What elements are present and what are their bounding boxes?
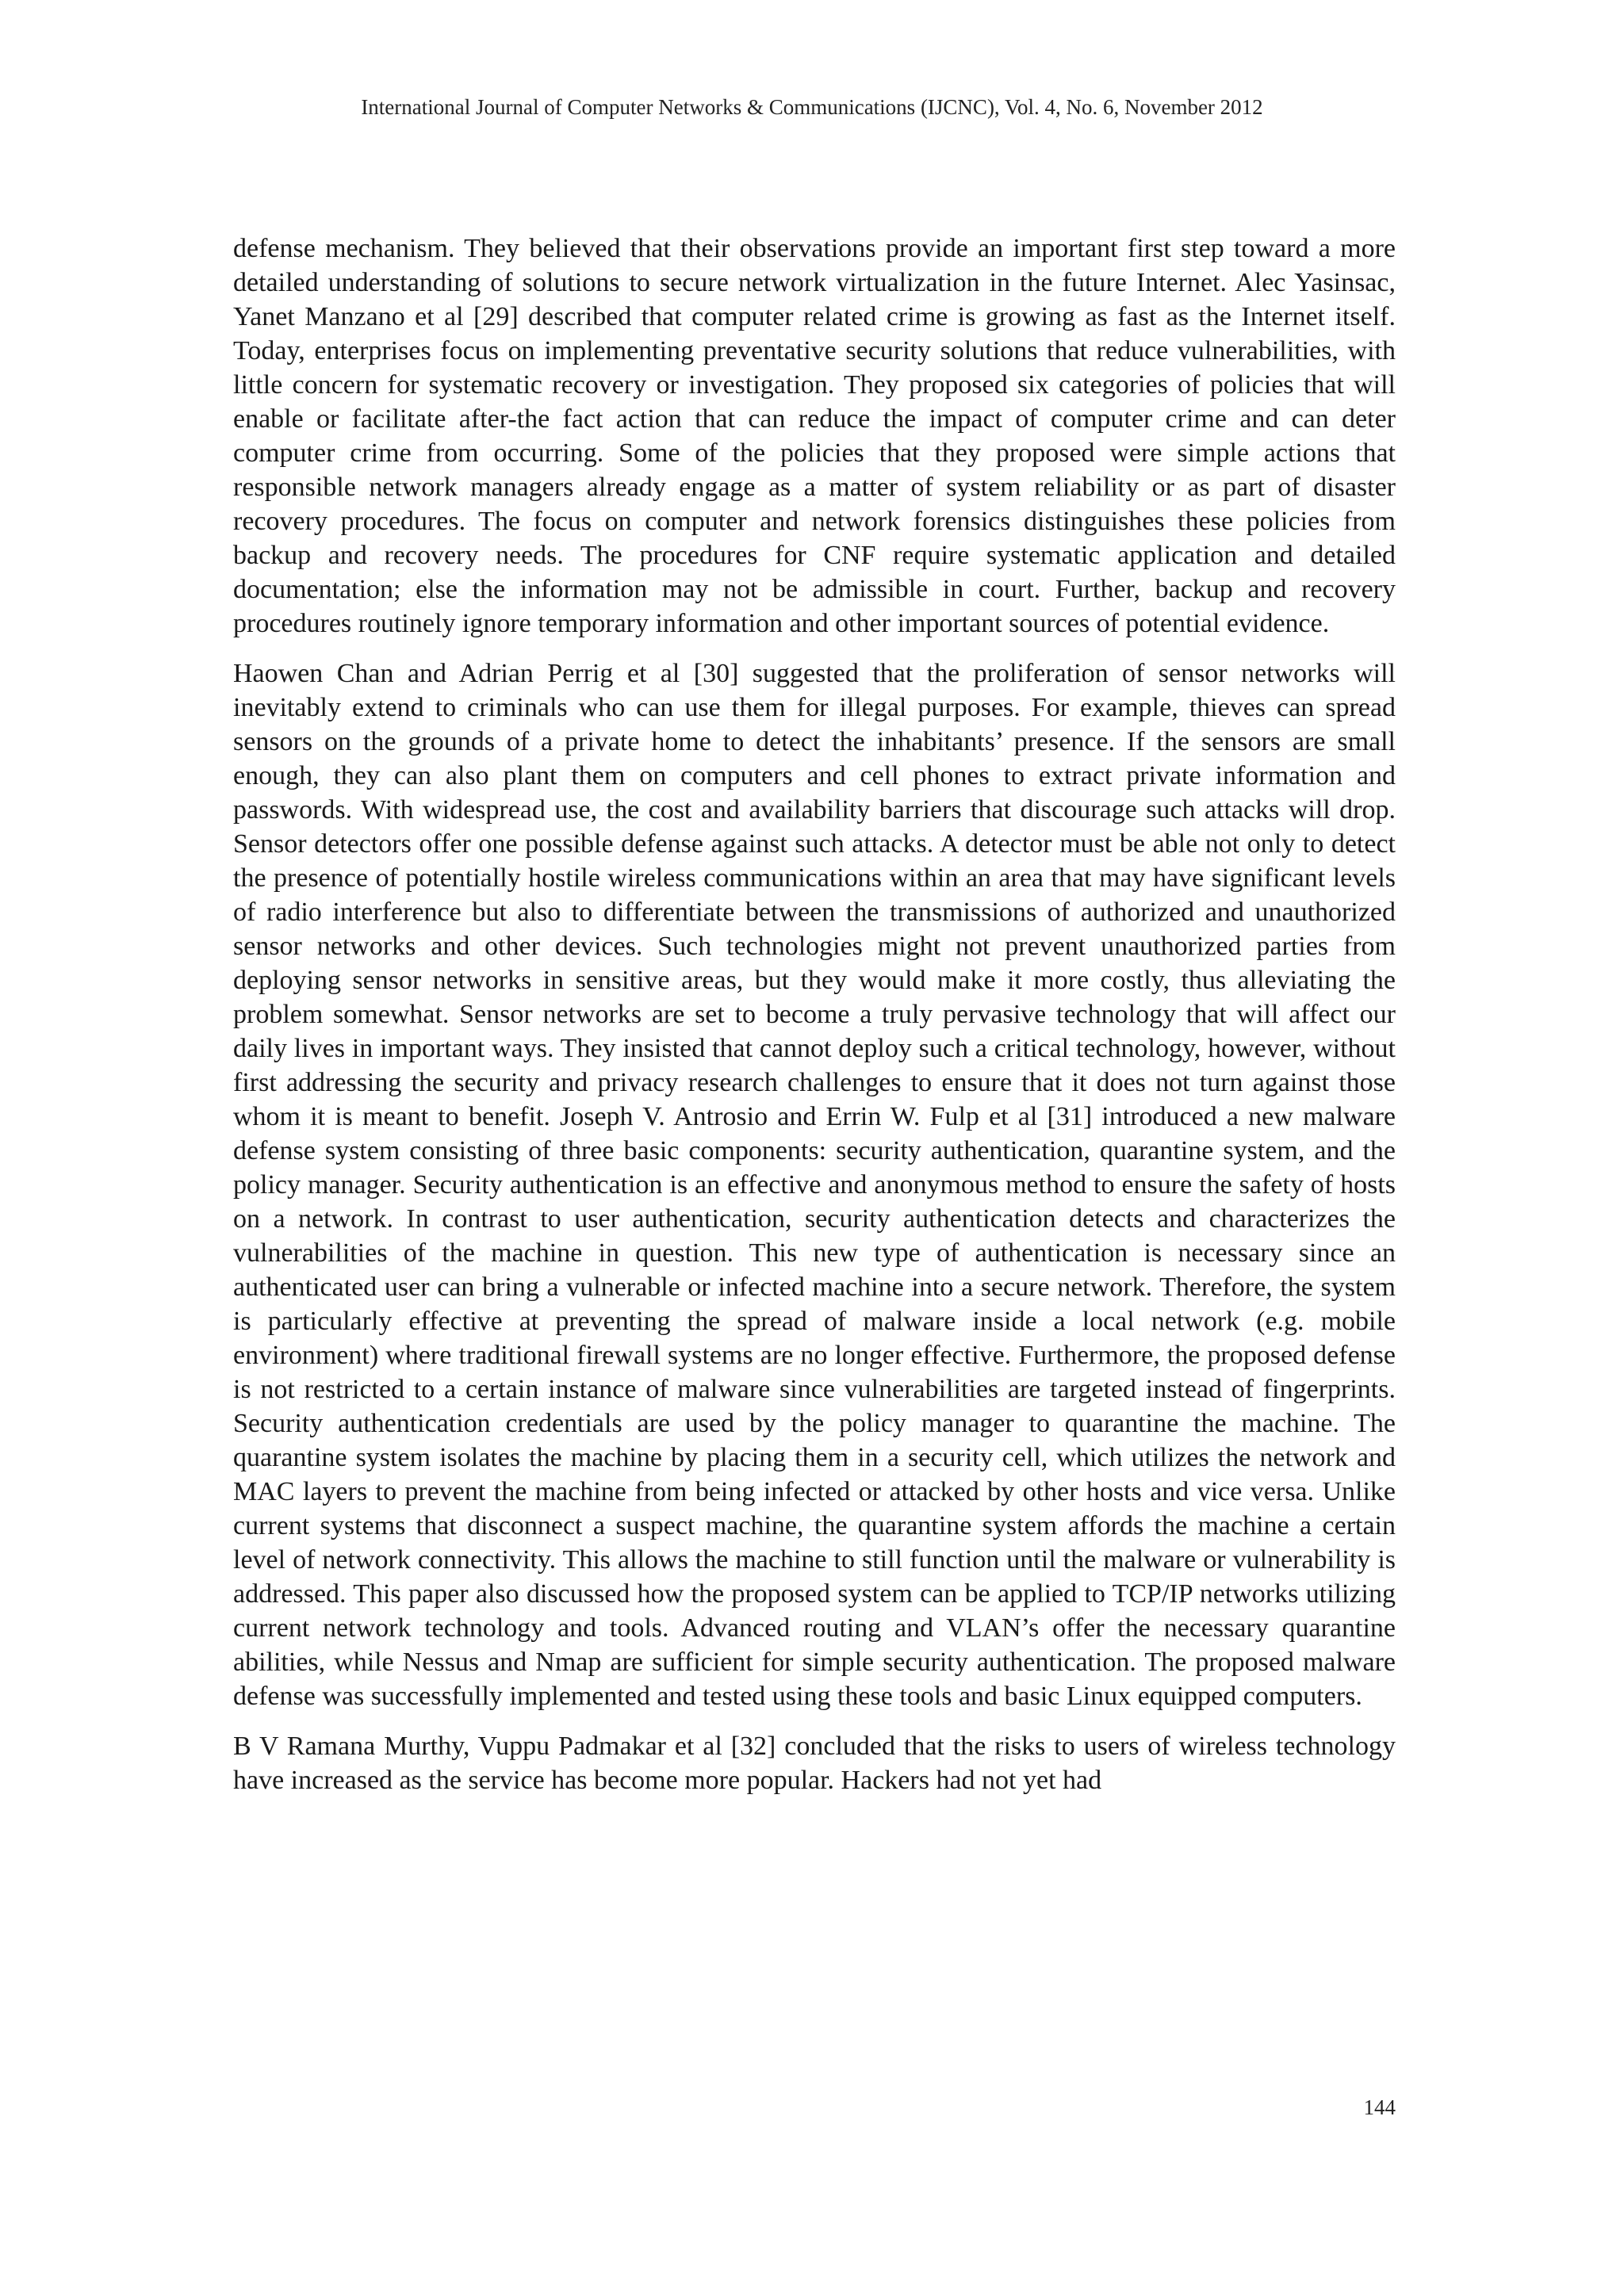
- paragraph-1: defense mechanism. They believed that their observations provide an important first step toward a more detailed understanding of solutions to secure network virtualization in the future Internet. Alec Yasinsac, Yanet Manzano et al [29] described that computer related crime is growing as fast as the Internet itself. Today, enterprises focus on implementing preventative security solutions that reduce vulnerabilities, with little concern for systematic recovery or investigation. They proposed six categories of policies that will enable or facilitate after-the fact action that can reduce the impact of computer crime and can deter computer crime from occurring. Some of the policies that they proposed were simple actions that responsible network managers already engage as a matter of system reliability or as part of disaster recovery procedures. The focus on computer and network forensics distinguishes these policies from backup and recovery needs. The procedures for CNF require systematic application and detailed documentation; else the information may not be admissible in court. Further, backup and recovery procedures routinely ignore temporary information and other important sources of potential evidence.: [233, 234, 1396, 638]
- running-header: International Journal of Computer Networks & Communications (IJCNC), Vol. 4, No. 6, November 2012: [361, 95, 1263, 119]
- body-text: [233, 232, 1396, 1813]
- paragraph-2: Haowen Chan and Adrian Perrig et al [30] suggested that the proliferation of sensor networks will inevitably extend to criminals who can use them for illegal purposes. For example, thieves can spread sensors on the grounds of a private home to detect the inhabitants’ presence. If the sensors are small enough, they can also plant them on computers and cell phones to extract private information and passwords. With widespread use, the cost and availability barriers that discourage such attacks will drop. Sensor detectors offer one possible defense against such attacks. A detector must be able not only to detect the presence of potentially hostile wireless communications within an area that may have significant levels of radio interference but also to differentiate between the transmissions of authorized and unauthorized sensor networks and other devices. Such technologies might not prevent unauthorized parties from deploying sensor networks in sensitive areas, but they would make it more costly, thus alleviating the problem somewhat. Sensor networks are set to become a truly pervasive technology that will affect our daily lives in important ways. They insisted that cannot deploy such a critical technology, however, without first addressing the security and privacy research challenges to ensure that it does not turn against those whom it is meant to benefit. Joseph V. Antrosio and Errin W. Fulp et al [31] introduced a new malware defense system consisting of three basic components: security authentication, quarantine system, and the policy manager. Security authentication is an effective and anonymous method to ensure the safety of hosts on a network. In contrast to user authentication, security authentication detects and characterizes the vulnerabilities of the machine in question. This new type of authentication is necessary since an authenticated user can bring a vulnerable or infected machine into a secure network. Therefore, the system is particularly effective at preventing the spread of malware inside a local network (e.g. mobile environment) where traditional firewall systems are no longer effective. Furthermore, the proposed defense is not restricted to a certain instance of malware since vulnerabilities are targeted instead of fingerprints. Security authentication credentials are used by the policy manager to quarantine the machine. The quarantine system isolates the machine by placing them in a security cell, which utilizes the network and MAC layers to prevent the machine from being infected or attacked by other hosts and vice versa. Unlike current systems that disconnect a suspect machine, the quarantine system affords the machine a certain level of network connectivity. This allows the machine to still function until the malware or vulnerability is addressed. This paper also discussed how the proposed system can be applied to TCP/IP networks utilizing current network technology and tools. Advanced routing and VLAN’s offer the necessary quarantine abilities, while Nessus and Nmap are sufficient for simple security authentication. The proposed malware defense was successfully implemented and tested using these tools and basic Linux equipped computers.: [233, 659, 1396, 1711]
- paragraph-3: B V Ramana Murthy, Vuppu Padmakar et al [32] concluded that the risks to users of wireless technology have increased as the service has become more popular. Hackers had not yet had: [233, 1732, 1396, 1795]
- page-number: 144: [1363, 2095, 1396, 2119]
